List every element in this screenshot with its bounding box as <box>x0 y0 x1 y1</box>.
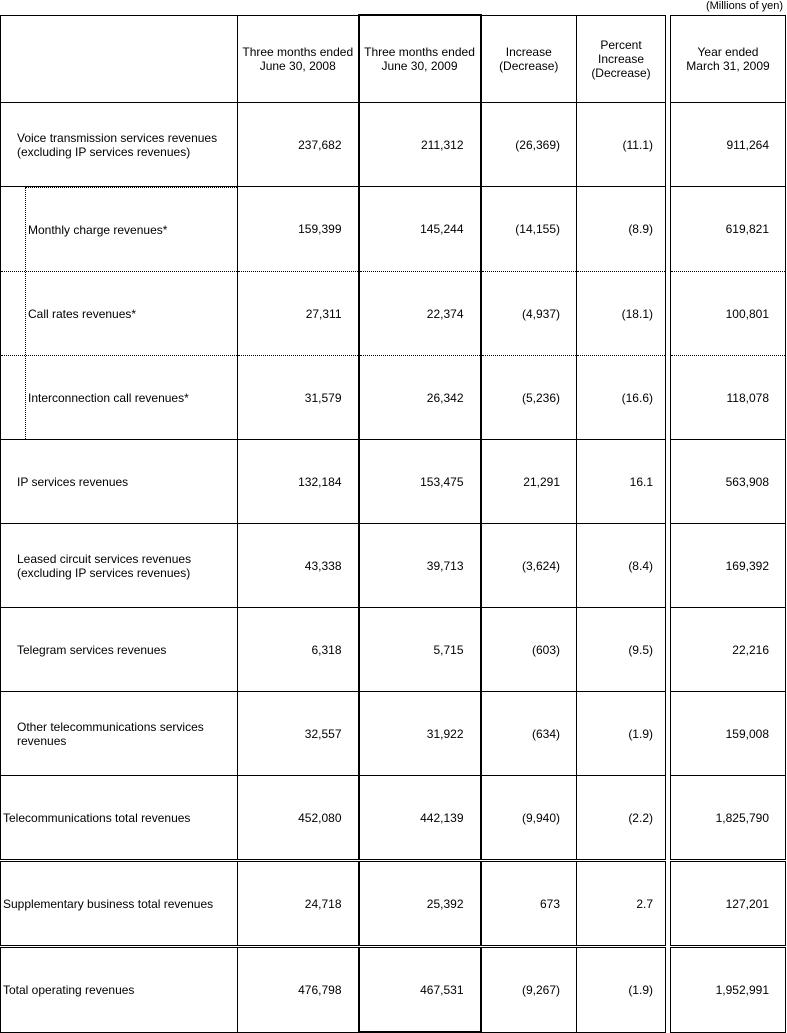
header-col5: Year ended March 31, 2009 <box>671 15 786 103</box>
units-note: (Millions of yen) <box>705 0 783 12</box>
cell-2008: 132,184 <box>238 440 359 524</box>
header-col4: Percent Increase (Decrease) <box>577 15 666 103</box>
cell-2008: 159,399 <box>238 187 359 272</box>
cell-increase: 673 <box>481 861 577 947</box>
cell-2009: 25,392 <box>359 861 481 947</box>
cell-percent: 16.1 <box>577 440 666 524</box>
row-label: Interconnection call revenues* <box>1 356 238 440</box>
cell-percent: (1.9) <box>577 947 666 1033</box>
header-col3: Increase (Decrease) <box>481 15 577 103</box>
cell-increase: (9,940) <box>481 776 577 861</box>
table-row <box>1 861 786 947</box>
table-row <box>1 947 786 1033</box>
header-col2: Three months ended June 30, 2009 <box>359 15 481 103</box>
cell-year: 22,216 <box>671 608 786 692</box>
cell-2008: 43,338 <box>238 524 359 608</box>
cell-year: 159,008 <box>671 692 786 776</box>
cell-year: 169,392 <box>671 524 786 608</box>
cell-year: 563,908 <box>671 440 786 524</box>
row-label: IP services revenues <box>1 440 238 524</box>
cell-2008: 476,798 <box>238 947 359 1033</box>
table-row <box>1 356 786 440</box>
cell-2009: 467,531 <box>359 947 481 1033</box>
table-row <box>1 524 786 608</box>
cell-year: 1,952,991 <box>671 947 786 1033</box>
cell-year: 118,078 <box>671 356 786 440</box>
row-label: Telegram services revenues <box>1 608 238 692</box>
cell-year: 100,801 <box>671 272 786 356</box>
table-row <box>1 103 786 187</box>
cell-percent: (11.1) <box>577 103 666 187</box>
table-row <box>1 608 786 692</box>
cell-2009: 31,922 <box>359 692 481 776</box>
table-row <box>1 776 786 861</box>
cell-increase: (9,267) <box>481 947 577 1033</box>
cell-2009: 153,475 <box>359 440 481 524</box>
cell-year: 1,825,790 <box>671 776 786 861</box>
table-row <box>1 440 786 524</box>
cell-increase: (26,369) <box>481 103 577 187</box>
cell-2008: 32,557 <box>238 692 359 776</box>
row-label: Total operating revenues <box>1 947 238 1033</box>
cell-2008: 27,311 <box>238 272 359 356</box>
cell-2009: 145,244 <box>359 187 481 272</box>
cell-2008: 237,682 <box>238 103 359 187</box>
cell-2008: 24,718 <box>238 861 359 947</box>
cell-percent: (1.9) <box>577 692 666 776</box>
cell-year: 911,264 <box>671 103 786 187</box>
cell-increase: (14,155) <box>481 187 577 272</box>
row-label: Other telecommunications services revenues <box>1 692 238 776</box>
cell-2009: 5,715 <box>359 608 481 692</box>
cell-increase: (5,236) <box>481 356 577 440</box>
row-label: Voice transmission services revenues (excluding IP services revenues) <box>1 103 238 187</box>
cell-increase: 21,291 <box>481 440 577 524</box>
row-label: Monthly charge revenues* <box>1 187 238 272</box>
cell-2009: 39,713 <box>359 524 481 608</box>
cell-2008: 452,080 <box>238 776 359 861</box>
cell-year: 619,821 <box>671 187 786 272</box>
row-label: Telecommunications total revenues <box>1 776 238 861</box>
revenues-table <box>0 14 786 1033</box>
cell-percent: (8.9) <box>577 187 666 272</box>
cell-2009: 26,342 <box>359 356 481 440</box>
cell-increase: (634) <box>481 692 577 776</box>
cell-2009: 442,139 <box>359 776 481 861</box>
row-label: Call rates revenues* <box>1 272 238 356</box>
cell-percent: 2.7 <box>577 861 666 947</box>
cell-percent: (9.5) <box>577 608 666 692</box>
cell-2008: 6,318 <box>238 608 359 692</box>
cell-increase: (603) <box>481 608 577 692</box>
cell-percent: (2.2) <box>577 776 666 861</box>
cell-increase: (3,624) <box>481 524 577 608</box>
header-col1: Three months ended June 30, 2008 <box>238 15 359 103</box>
cell-increase: (4,937) <box>481 272 577 356</box>
cell-2009: 211,312 <box>359 103 481 187</box>
row-label: Supplementary business total revenues <box>1 861 238 947</box>
cell-2009: 22,374 <box>359 272 481 356</box>
header-label-cell <box>1 15 238 103</box>
cell-percent: (16.6) <box>577 356 666 440</box>
cell-2008: 31,579 <box>238 356 359 440</box>
header-row <box>1 15 786 103</box>
cell-percent: (8.4) <box>577 524 666 608</box>
cell-year: 127,201 <box>671 861 786 947</box>
table-row <box>1 187 786 272</box>
table-row <box>1 692 786 776</box>
row-label: Leased circuit services revenues (excluding IP services revenues) <box>1 524 238 608</box>
cell-percent: (18.1) <box>577 272 666 356</box>
table-row <box>1 272 786 356</box>
